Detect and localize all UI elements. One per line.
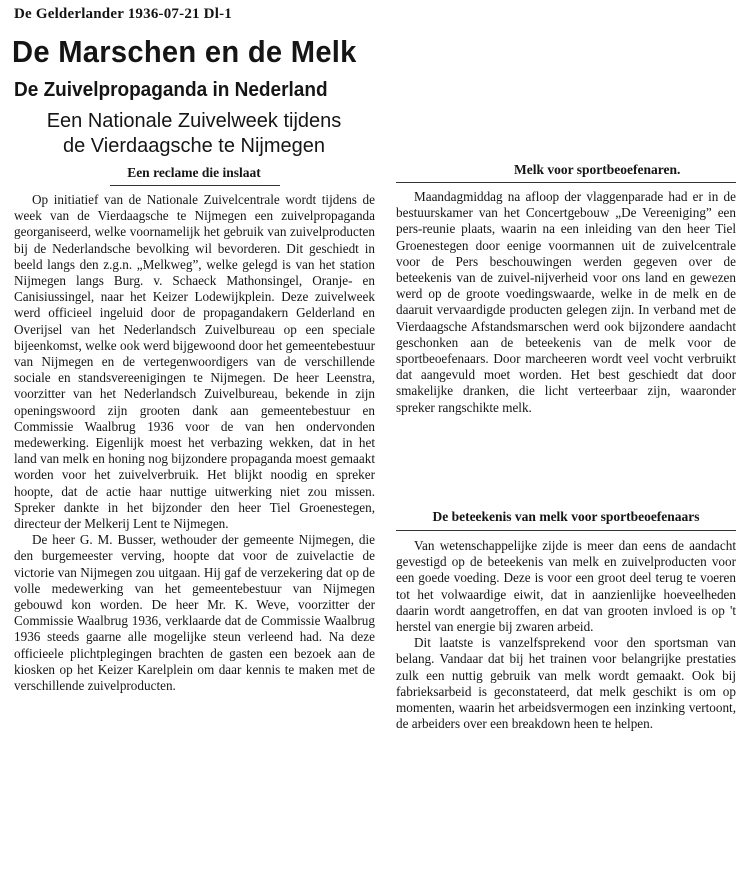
section-heading: De beteekenis van melk voor sportbeoefenaars xyxy=(432,509,700,524)
deck-line-1: Een Nationale Zuivelweek tijdens xyxy=(46,110,342,132)
source-line: De Gelderlander 1936-07-21 Dl-1 xyxy=(14,6,232,22)
paragraph: Dit laatste is vanzelfsprekend voor den sportsman van belang. Vandaar dat bij het trainen voor belangrijke prestaties zulk een nuttig gebruik van melk wordt gemaakt. Ook bij fabrieksarbeid is geconstateerd, dat melk geschikt is om op momenten, waarin het arbeidsvermogen een inzinking vertoont, de arbeiders over een breakdown heen te helpen. xyxy=(396,635,736,732)
page-title: De Marschen en de Melk xyxy=(12,34,357,69)
kicker-rule xyxy=(110,185,280,186)
section-rule xyxy=(396,182,736,183)
section-rule xyxy=(396,530,736,531)
subheadline: De Zuivelpropaganda in Nederland xyxy=(14,79,328,101)
paragraph: De heer G. M. Busser, wethouder der gemeente Nijmegen, die den burgemeester verving, hoopte dat voor de zuivelactie de victorie van Nijmegen zou uitgaan. Hij gaf de verzekering dat op de volle medewerking van het gemeentebestuur van Nijmegen gebouwd kon worden. De heer Mr. K. Weve, voorzitter der Commissie Waalbrug 1936, verklaarde dat de Commissie Waalbrug 1936 steeds gaarne alle mogelijke steun verleend had. Na deze officieele plichtplegingen brachten de gasten een bezoek aan de kiosken op het Keizer Karelplein om daar kennis te maken met de verschillende zuivelproducten. xyxy=(14,532,375,694)
section-heading: Melk voor sportbeoefenaren. xyxy=(514,162,681,177)
right-column-lower xyxy=(396,538,736,732)
paragraph: Maandagmiddag na afloop der vlaggenparade had er in de bestuurskamer van het Concertgebouw „De Vereeniging” een pers-reunie plaats, waarin na een inleiding van den heer Tiel Groenestegen door eenige voormannen uit de zuivelcentrale voor de Pers beschouwingen werden gegeven over de beteekenis van de zuivel-nijverheid voor ons land en gewezen werd op de groote voedingswaarde, welke in de melk en de daaruit vervaardigde producten gelegen zijn. In verband met de Vierdaagsche Afstandsmarschen werd ook bijzondere aandacht geschonken aan de beteekenis van de melk voor de sportbeoefenaars. Door marcheeren wordt veel vocht verbruikt dat aangevuld moet worden. Het best geschiedt dat door smakelijke dranken, die licht verteerbaar zijn, waaronder spreker rangschikte melk. xyxy=(396,189,736,415)
paragraph: Van wetenschappelijke zijde is meer dan eens de aandacht gevestigd op de beteekenis van melk en zuivelproducten voor een goede voeding. Deze is voor een groot deel terug te voeren tot het volwaardige eiwit, dat in aanzienlijke hoeveelheden daarin wordt aangetroffen, en dat van grooten invloed is op 't herstel van energie bij zwaren arbeid. xyxy=(396,538,736,635)
kicker: Een reclame die inslaat xyxy=(127,165,261,180)
deck xyxy=(14,109,374,159)
paragraph: Op initiatief van de Nationale Zuivelcentrale wordt tijdens de week van de Vierdaagsche te Nijmegen een zuivelpropaganda georganiseerd, welke voornamelijk het gebruik van zuivelproducten bij de Nederlandsche bevolking wil bevorderen. Dit geschiedt in beeld langs den z.g.n. „Melkweg”, welke gelegd is van het station Nijmegen langs Burg. v. Schaeck Mathonsingel, Oranje- en Canisiussingel, naar het Keizer Lodewijkplein. Deze zuivelweek werd officieel ingeluid door de propagandakern Gelderland en Overijsel van het Nederlandsch Zuivelbureau op een speciale bijeenkomst, welke ook werd bijgewoond door het gemeentebestuur van Nijmegen en de vertegenwoordigers van de verschillende sociale en standsvereenigingen te Nijmegen. De heer Leenstra, voorzitter van het Nederlandsch Zuivelbureau, bekende in zijn openingswoord zijn grooten dank aan gemeentebestuur en Commissie Waalbrug 1936 voor de van hen ondervonden medewerking. Eigenlijk moest het verbazing wekken, dat in het land van melk en honing nog bijzondere propaganda moest gemaakt worden voor het zuivelverbruik. Het blijkt noodig en spreker hoopte, dat de actie haar nuttige uitwerking niet zou missen. Spreker dankte in het bijzonder den heer Tiel Groenestegen, directeur der Melkerij Lent te Nijmegen. xyxy=(14,192,375,532)
left-column xyxy=(14,192,375,694)
right-column-upper xyxy=(396,189,736,416)
deck-line-2: de Vierdaagsche te Nijmegen xyxy=(62,135,326,157)
